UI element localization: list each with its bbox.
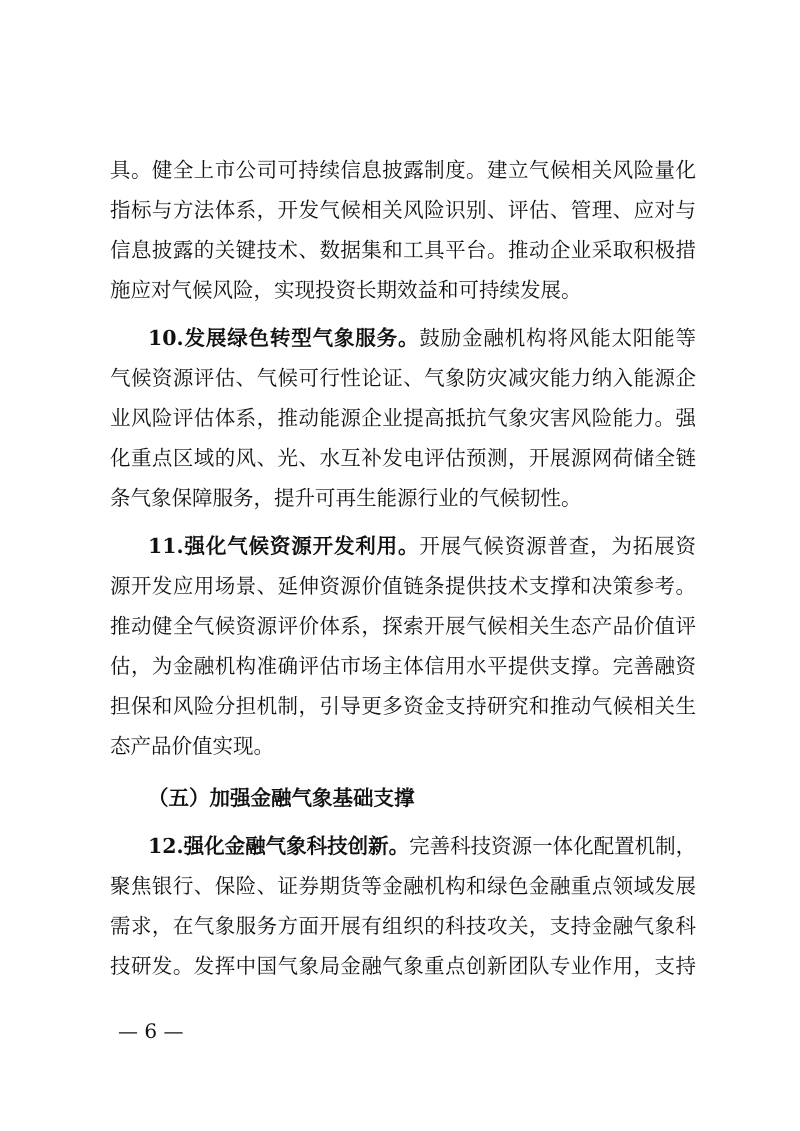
item-11-first-line <box>148 526 696 566</box>
paragraph-line: 担保和风险分担机制，引导更多资金支持研究和推动气候相关生 <box>110 694 696 718</box>
item-12-heading: 12.强化金融气象科技创新。 <box>148 834 410 858</box>
paragraph-line: 化重点区域的风、光、水互补发电评估预测，开展源网荷储全链 <box>110 446 696 470</box>
section-heading: （五）加强金融气象基础支撑 <box>148 786 415 810</box>
item-11-heading: 11.强化气候资源开发利用。 <box>148 534 420 558</box>
item-12-text: 完善科技资源一体化配置机制， <box>409 834 696 858</box>
paragraph-line: 源开发应用场景、延伸资源价值链条提供技术支撑和决策参考。 <box>110 574 696 598</box>
paragraph-line: 指标与方法体系，开发气候相关风险识别、评估、管理、应对与 <box>110 198 696 222</box>
paragraph-line: 推动健全气候资源评价体系，探索开展气候相关生态产品价值评 <box>110 614 696 638</box>
paragraph-line: 气候资源评估、气候可行性论证、气象防灾减灾能力纳入能源企 <box>110 366 696 390</box>
paragraph-line: 估，为金融机构准确评估市场主体信用水平提供支撑。完善融资 <box>110 654 696 678</box>
page-number: — 6 — <box>118 1019 184 1043</box>
item-10-first-line <box>148 318 696 358</box>
paragraph-line: 需求，在气象服务方面开展有组织的科技攻关，支持金融气象科 <box>110 914 696 938</box>
paragraph-line: 具。健全上市公司可持续信息披露制度。建立气候相关风险量化 <box>110 158 696 182</box>
item-10-text: 鼓励金融机构将风能太阳能等 <box>419 326 696 350</box>
item-12-first-line <box>148 826 696 866</box>
paragraph-line: 条气象保障服务，提升可再生能源行业的气候韧性。 <box>110 486 582 510</box>
paragraph-line: 技研发。发挥中国气象局金融气象重点创新团队专业作用，支持 <box>110 954 696 978</box>
paragraph-line: 施应对气候风险，实现投资长期效益和可持续发展。 <box>110 278 582 302</box>
paragraph-line: 态产品价值实现。 <box>110 734 274 758</box>
paragraph-line: 信息披露的关键技术、数据集和工具平台。推动企业采取积极措 <box>110 238 696 262</box>
item-10-heading: 10.发展绿色转型气象服务。 <box>148 326 420 350</box>
paragraph-line: 业风险评估体系，推动能源企业提高抵抗气象灾害风险能力。强 <box>110 406 696 430</box>
item-11-text: 开展气候资源普查，为拓展资 <box>419 534 696 558</box>
paragraph-line: 聚焦银行、保险、证券期货等金融机构和绿色金融重点领域发展 <box>110 874 696 898</box>
